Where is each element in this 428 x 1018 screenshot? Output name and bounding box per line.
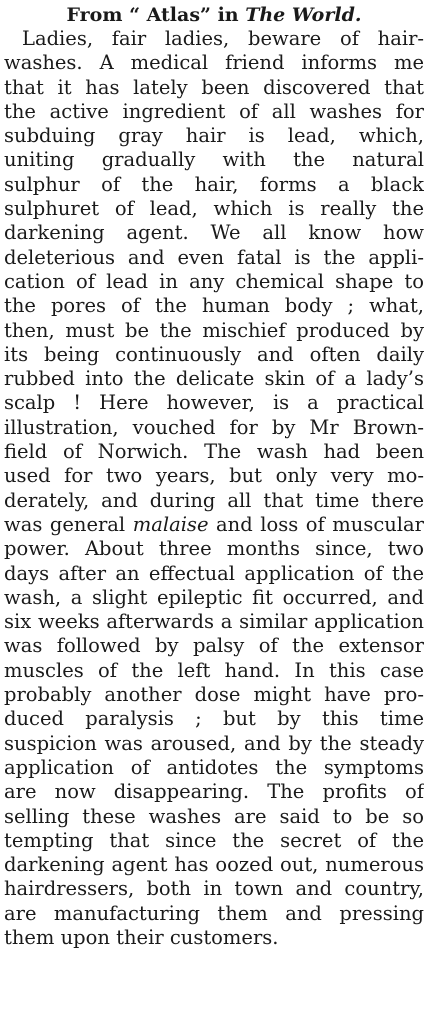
text-line: probably another dose might have pro- xyxy=(4,683,424,707)
text-line: them upon their customers. xyxy=(4,925,279,949)
title-publication: The World. xyxy=(245,4,362,26)
text-line: six weeks afterwards a similar application xyxy=(4,610,424,634)
text-line: used for two years, but only very mo- xyxy=(4,464,424,488)
text-line: duced paralysis ; but by this time xyxy=(4,707,424,731)
text-line: sulphuret of lead, which is really the xyxy=(4,197,424,221)
text-line: its being continuously and often daily xyxy=(4,342,424,366)
text-line: suspicion was aroused, and by the steady xyxy=(4,731,424,755)
malaise-after: and loss of muscular xyxy=(208,512,424,536)
text-line: washes. A medical friend informs me xyxy=(4,51,424,75)
text-line-malaise xyxy=(4,513,424,537)
text-line: uniting gradually with the natural xyxy=(4,148,424,172)
text-line: are now disappearing. The profits of xyxy=(4,780,424,804)
article-body xyxy=(4,27,424,950)
text-line: power. About three months since, two xyxy=(4,537,424,561)
text-line: subduing gray hair is lead, which, xyxy=(4,124,424,148)
text-line: tempting that since the secret of the xyxy=(4,828,424,852)
text-line: then, must be the mischief produced by xyxy=(4,318,424,342)
text-line: deleterious and even fatal is the appli- xyxy=(4,245,424,269)
malaise-before: was general xyxy=(4,512,133,536)
text-line: cation of lead in any chemical shape to xyxy=(4,269,424,293)
title-prefix: From “ Atlas” in xyxy=(66,4,246,26)
text-line: field of Norwich. The wash had been xyxy=(4,440,424,464)
text-line: Ladies, fair ladies, beware of hair- xyxy=(22,27,424,50)
malaise-italic: malaise xyxy=(132,512,209,536)
text-line: application of antidotes the symptoms xyxy=(4,755,424,779)
text-line: selling these washes are said to be so xyxy=(4,804,424,828)
text-line: rubbed into the delicate skin of a lady’s xyxy=(4,367,424,391)
text-line: days after an effectual application of the xyxy=(4,561,424,585)
text-line: darkening agent. We all know how xyxy=(4,221,424,245)
text-line: darkening agent has oozed out, numerous xyxy=(4,853,424,877)
text-line: muscles of the left hand. In this case xyxy=(4,658,424,682)
text-line: that it has lately been discovered that xyxy=(4,75,424,99)
text-line: the pores of the human body ; what, xyxy=(4,294,424,318)
text-line: are manufacturing them and pressing xyxy=(4,901,424,925)
text-line: sulphur of the hair, forms a black xyxy=(4,172,424,196)
text-line: wash, a slight epileptic fit occurred, and xyxy=(4,585,424,609)
text-line: scalp ! Here however, is a practical xyxy=(4,391,424,415)
text-line: was followed by palsy of the extensor xyxy=(4,634,424,658)
text-line: derately, and during all that time there xyxy=(4,488,424,512)
text-line: illustration, vouched for by Mr Brown- xyxy=(4,415,424,439)
text-line: hairdressers, both in town and country, xyxy=(4,877,424,901)
text-line: the active ingredient of all washes for xyxy=(4,99,424,123)
article-title xyxy=(4,3,424,27)
